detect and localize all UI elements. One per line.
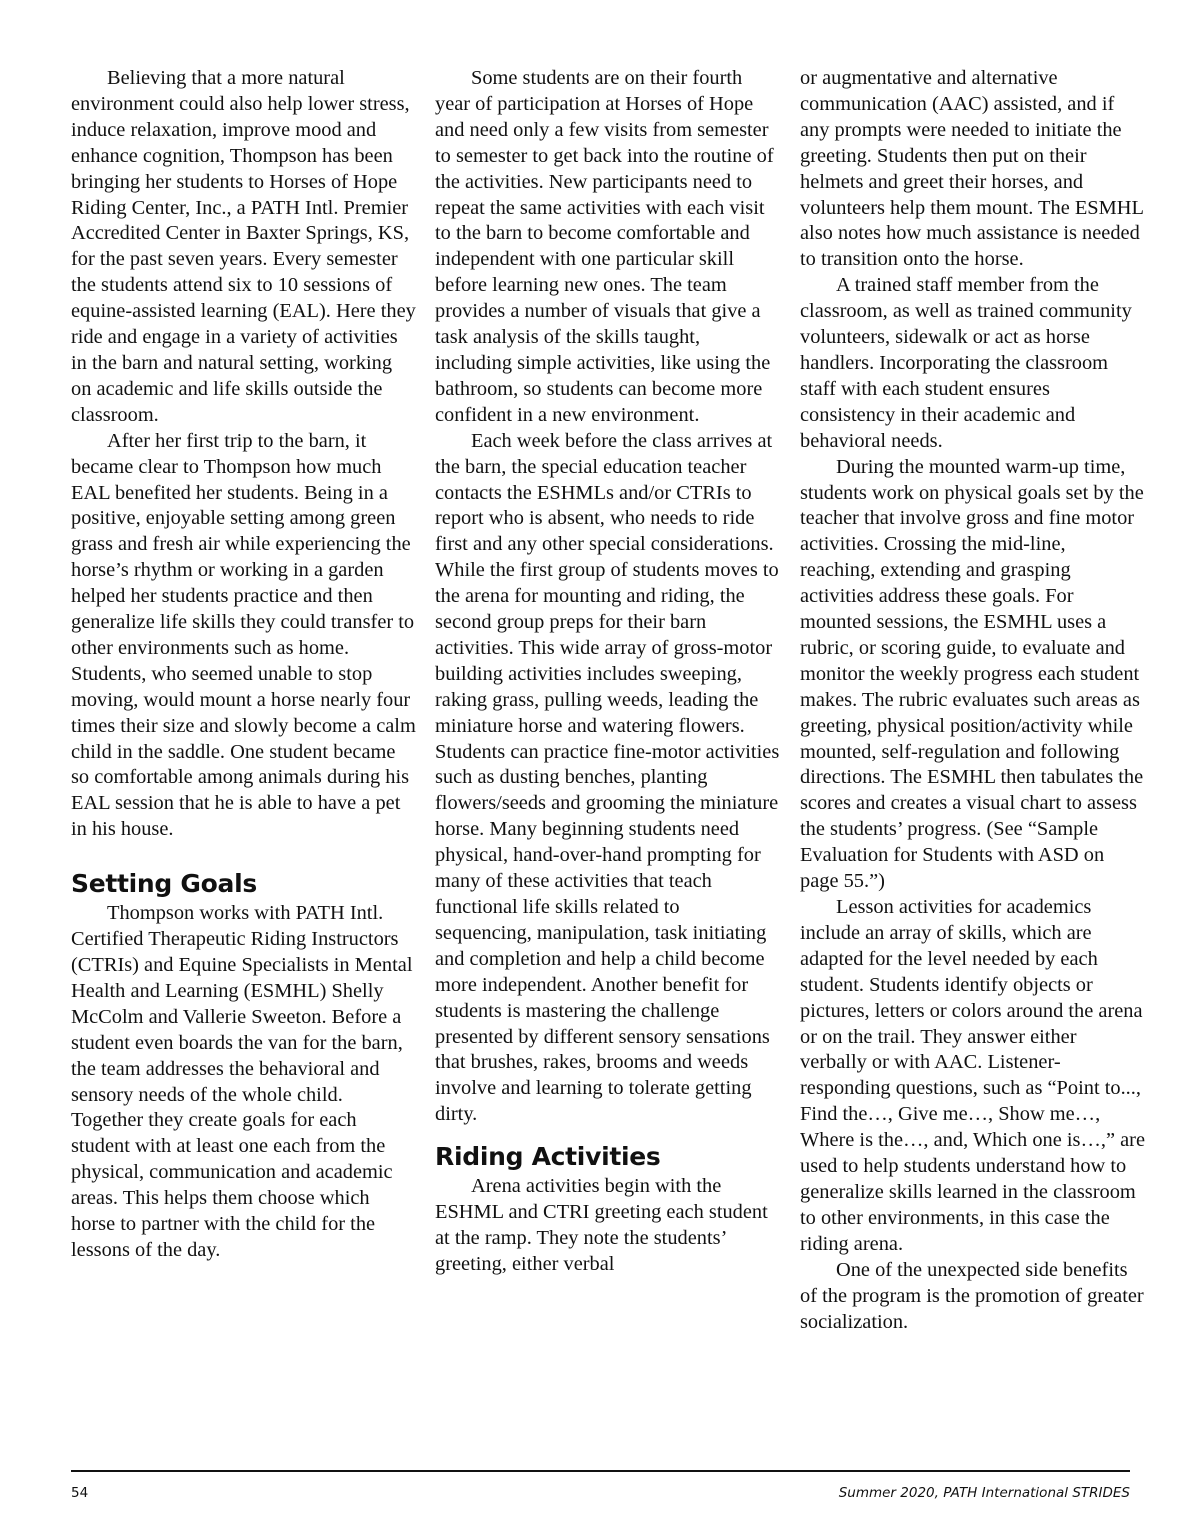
paragraph: Thompson works with PATH Intl. Certified Therapeutic Riding Instructors (CTRIs) and Equine Specialists in Mental Health and Learning (ESMHL) Shelly McColm and Vallerie Sweeton. Before a student even boards the van for the barn, the team addresses the behavioral and sensory needs of the whole child. Together they create goals for each student with at least one each from the physical, communication and academic areas. This helps them choose which horse to partner with the child for the lessons of the day.: [71, 902, 413, 1261]
paragraph: Lesson activities for academics include an array of skills, which are adapted for the level needed by each student. Students identify objects or pictures, letters or colors around the arena or on the trail. They answer either verbally or with AAC. Listener-responding questions, such as “Point to..., Find the…, Give me…, Show me…, Where is the…, and, Which one is…,” are used to help students understand how to generalize skills learned in the classroom to other environments, in this case the riding arena.: [800, 896, 1146, 1255]
section-heading-riding-activities: Riding Activities: [435, 1142, 661, 1172]
column-1: [71, 66, 416, 1264]
paragraph: Some students are on their fourth year of participation at Horses of Hope and need only a few visits from semester to semester to get back into the routine of the activities. New participants need to repeat the same activities with each visit to the barn to become comfortable and independent with one particular skill before learning new ones. The team provides a number of visuals that give a task analysis of the skills taught, including simple activities, like using the bathroom, so students can become more confident in a new environment.: [435, 67, 774, 426]
paragraph: Believing that a more natural environment could also help lower stress, induce relaxation, improve mood and enhance cognition, Thompson has been bringing her students to Horses of Hope Riding Center, Inc., a PATH Intl. Premier Accredited Center in Baxter Springs, KS, for the past seven years. Every semester the students attend six to 10 sessions of equine-assisted learning (EAL). Here they ride and engage in a variety of activities in the barn and natural setting, working on academic and life skills outside the classroom.: [71, 67, 416, 426]
page-number: 54: [71, 1485, 89, 1501]
paragraph: During the mounted warm-up time, students work on physical goals set by the teacher that involve gross and fine motor activities. Crossing the mid-line, reaching, extending and grasping activities address these goals. For mounted sessions, the ESMHL uses a rubric, or scoring guide, to evaluate and monitor the weekly progress each student makes. The rubric evaluates such areas as greeting, physical position/activity while mounted, self-regulation and following directions. The ESMHL then tabulates the scores and creates a visual chart to assess the students’ progress. (See “Sample Evaluation for Students with ASD on page 55.”): [800, 455, 1144, 893]
paragraph: Each week before the class arrives at the barn, the special education teacher contacts the ESHMLs and/or CTRIs to report who is absent, who needs to ride first and any other special considerations. While the first group of students moves to the arena for mounting and riding, the second group preps for their barn activities. This wide array of gross-motor building activities includes sweeping, raking grass, pulling weeds, leading the miniature horse and watering flowers. Students can practice fine-motor activities such as dusting benches, planting flowers/seeds and grooming the miniature horse. Many beginning students need physical, hand-over-hand prompting for many of these activities that teach functional life skills related to sequencing, manipulation, task initiating and completion and help a child become more independent. Another benefit for students is mastering the challenge presented by different sensory sensations that brushes, rakes, brooms and weeds involve and learning to tolerate getting dirty.: [435, 429, 780, 1126]
publication-credit: Summer 2020, PATH International STRIDES: [838, 1485, 1130, 1501]
paragraph: One of the unexpected side benefits of the program is the promotion of greater socialization.: [800, 1258, 1144, 1333]
footer-divider: [71, 1470, 1130, 1472]
column-3: [800, 66, 1145, 1335]
column-2: [435, 66, 780, 1278]
paragraph: After her first trip to the barn, it became clear to Thompson how much EAL benefited her students. Being in a positive, enjoyable setting among green grass and fresh air while experiencing the horse’s rhythm or working in a garden helped her students practice and then generalize life skills they could transfer to other environments such as home. Students, who seemed unable to stop moving, would mount a horse nearly four times their size and slowly become a calm child in the saddle. One student became so comfortable among animals during his EAL session that he is able to have a pet in his house.: [71, 429, 416, 841]
paragraph: or augmentative and alternative communication (AAC) assisted, and if any prompts were needed to initiate the greeting. Students then put on their helmets and greet their horses, and volunteers help them mount. The ESMHL also notes how much assistance is needed to transition onto the horse.: [800, 67, 1144, 271]
paragraph: A trained staff member from the classroom, as well as trained community volunteers, sidewalk or act as horse handlers. Incorporating the classroom staff with each student ensures consistency in their academic and behavioral needs.: [800, 274, 1132, 452]
paragraph: Arena activities begin with the ESHML and CTRI greeting each student at the ramp. They note the students’ greeting, either verbal: [435, 1175, 768, 1275]
section-heading-setting-goals: Setting Goals: [71, 869, 257, 899]
